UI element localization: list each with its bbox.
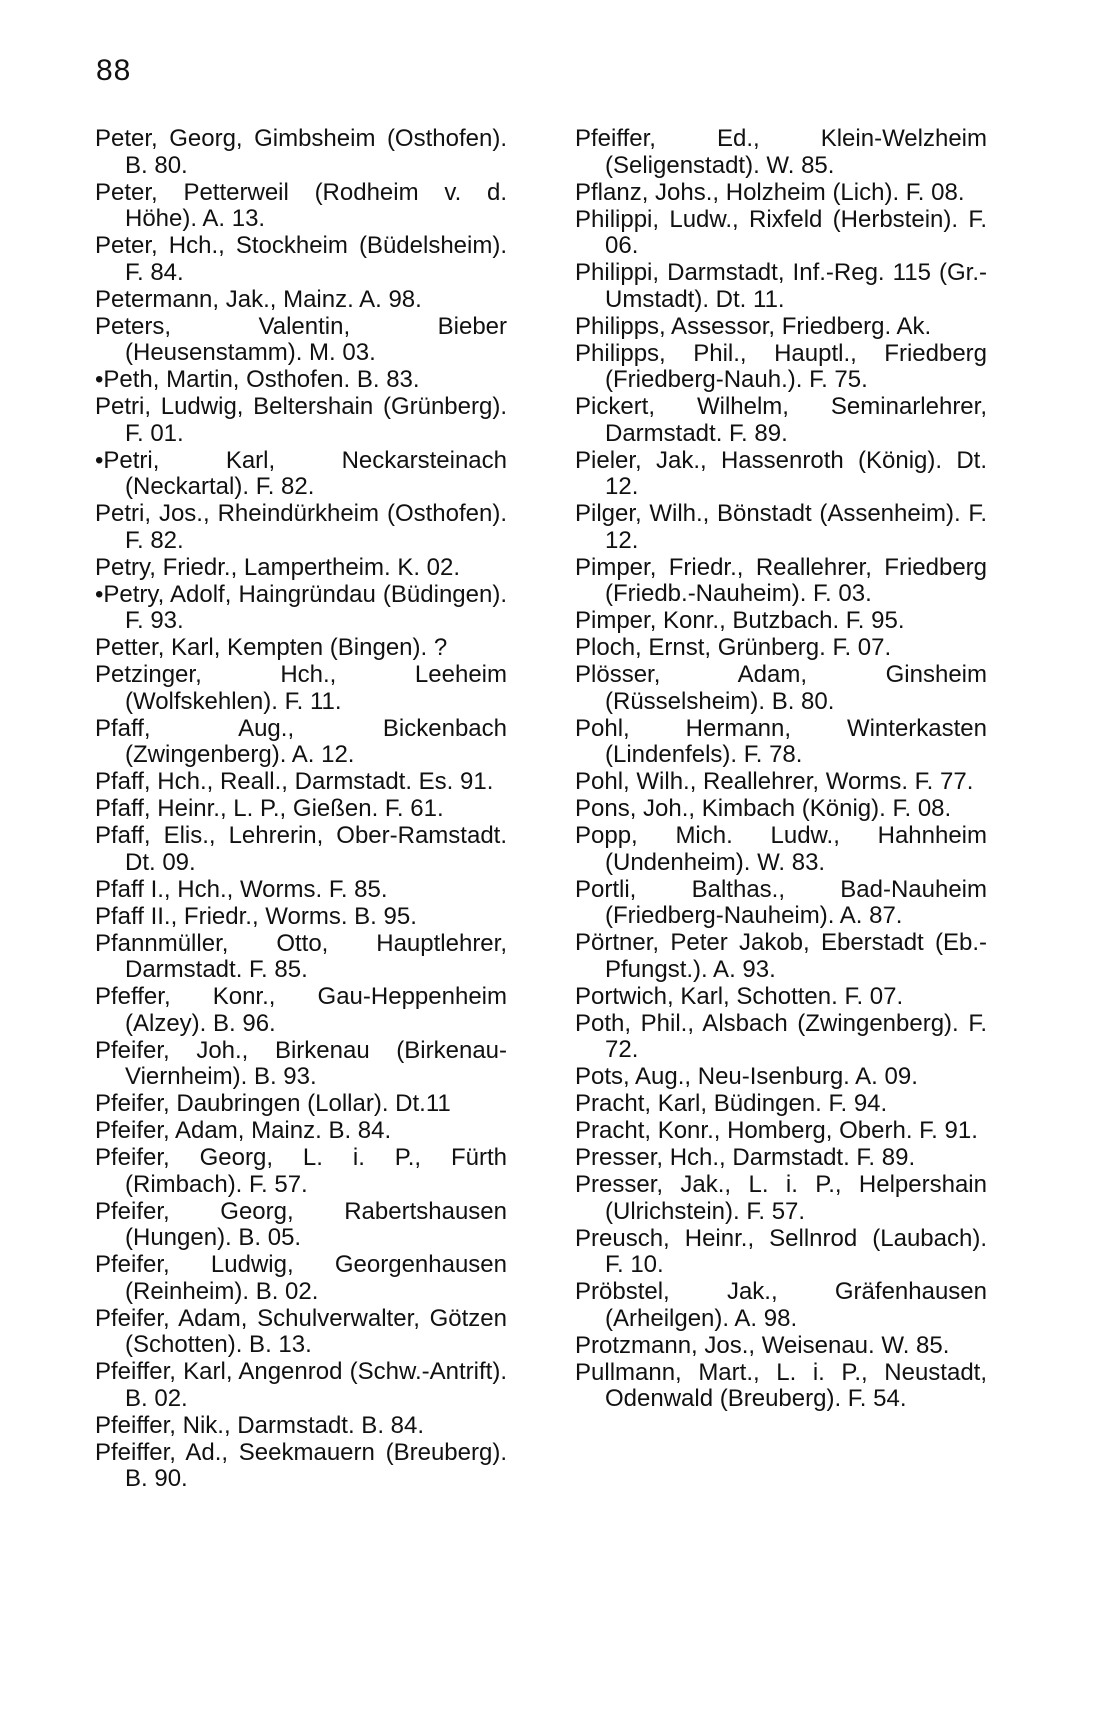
directory-entry: Pfeiffer, Ed., Klein-Welzheim (Seligenstadt). W. 85.	[575, 125, 987, 179]
directory-entry: Pimper, Konr., Butzbach. F. 95.	[575, 607, 905, 634]
directory-entry: Pfeiffer, Nik., Darmstadt. B. 84.	[95, 1411, 425, 1439]
right-column	[575, 126, 987, 1413]
directory-entry: Petry, Friedr., Lampertheim. K. 02.	[95, 553, 461, 581]
directory-entry: Peter, Hch., Stockheim (Büdelsheim). F. 84.	[95, 232, 507, 286]
directory-entry: Pohl, Hermann, Winterkasten (Lindenfels). F. 78.	[575, 714, 987, 768]
directory-entry: Pörtner, Peter Jakob, Eberstadt (Eb.-Pfungst.). A. 93.	[575, 929, 987, 983]
directory-entry: Pfeifer, Joh., Birkenau (Birkenau-Viernheim). B. 93.	[95, 1036, 507, 1090]
directory-entry: Petri, Ludwig, Beltershain (Grünberg). F. 01.	[95, 393, 507, 447]
directory-entry: Pfeifer, Adam, Mainz. B. 84.	[95, 1117, 392, 1144]
directory-entry: Pfeiffer, Ad., Seekmauern (Breuberg). B. 90.	[95, 1438, 507, 1492]
directory-entry: Pfannmüller, Otto, Hauptlehrer, Darmstadt. F. 85.	[95, 929, 507, 983]
directory-entry: Pullmann, Mart., L. i. P., Neustadt, Odenwald (Breuberg). F. 54.	[575, 1358, 987, 1412]
directory-entry: Portwich, Karl, Schotten. F. 07.	[575, 982, 904, 1010]
directory-entry: Poth, Phil., Alsbach (Zwingenberg). F. 72.	[575, 1009, 987, 1063]
directory-entry: Pickert, Wilhelm, Seminarlehrer, Darmstadt. F. 89.	[575, 393, 987, 447]
directory-entry: Petzinger, Hch., Leeheim (Wolfskehlen). F. 11.	[95, 661, 507, 715]
directory-entry: Pröbstel, Jak., Gräfenhausen (Arheilgen). A. 98.	[575, 1278, 987, 1332]
directory-entry: •Peth, Martin, Osthofen. B. 83.	[95, 366, 420, 393]
directory-entry: Pots, Aug., Neu-Isenburg. A. 09.	[575, 1063, 918, 1090]
directory-entry: Pfeifer, Ludwig, Georgenhausen (Reinheim). B. 02.	[95, 1251, 507, 1305]
directory-entry: Protzmann, Jos., Weisenau. W. 85.	[575, 1331, 950, 1359]
directory-entry: Pfeifer, Georg, Rabertshausen (Hungen). B. 05.	[95, 1197, 507, 1251]
left-column	[95, 126, 507, 1493]
directory-entry: Ploch, Ernst, Grünberg. F. 07.	[575, 634, 892, 661]
directory-entry: Pfaff I., Hch., Worms. F. 85.	[95, 875, 388, 903]
directory-entry: Pilger, Wilh., Bönstadt (Assenheim). F. 12.	[575, 500, 987, 554]
directory-entry: Pfeifer, Adam, Schulverwalter, Götzen (Schotten). B. 13.	[95, 1304, 507, 1358]
page-number: 88	[96, 54, 132, 87]
directory-entry: Pfeifer, Georg, L. i. P., Fürth (Rimbach). F. 57.	[95, 1144, 507, 1198]
directory-entry: Philippi, Ludw., Rixfeld (Herbstein). F. 06.	[575, 205, 987, 259]
directory-entry: Pfeiffer, Karl, Angenrod (Schw.-Antrift). B. 02.	[95, 1358, 507, 1412]
directory-entry: Portli, Balthas., Bad-Nauheim (Friedberg-Nauheim). A. 87.	[575, 875, 987, 929]
directory-entry: Pfaff II., Friedr., Worms. B. 95.	[95, 902, 417, 930]
directory-entry: Pfaff, Heinr., L. P., Gießen. F. 61.	[95, 795, 444, 822]
directory-entry: Petri, Jos., Rheindürkheim (Osthofen). F. 82.	[95, 500, 507, 554]
directory-entry: Peters, Valentin, Bieber (Heusenstamm). M. 03.	[95, 312, 507, 366]
directory-entry: Peter, Petterweil (Rodheim v. d. Höhe). A. 13.	[95, 178, 507, 232]
directory-entry: Petter, Karl, Kempten (Bingen). ?	[95, 634, 448, 661]
directory-entry: Philippi, Darmstadt, Inf.-Reg. 115 (Gr.-Umstadt). Dt. 11.	[575, 259, 987, 313]
directory-entry: Pons, Joh., Kimbach (König). F. 08.	[575, 795, 952, 822]
directory-entry: Preusch, Heinr., Sellnrod (Laubach). F. 10.	[575, 1224, 987, 1278]
directory-entry: Pfaff, Aug., Bickenbach (Zwingenberg). A. 12.	[95, 714, 507, 768]
directory-entry: Plösser, Adam, Ginsheim (Rüsselsheim). B. 80.	[575, 661, 987, 715]
directory-entry: Pflanz, Johs., Holzheim (Lich). F. 08.	[575, 178, 965, 206]
directory-entry: Presser, Jak., L. i. P., Helpershain (Ulrichstein). F. 57.	[575, 1171, 987, 1225]
directory-entry: Philipps, Assessor, Friedberg. Ak.	[575, 312, 932, 340]
directory-entry: Pohl, Wilh., Reallehrer, Worms. F. 77.	[575, 768, 974, 795]
directory-entry: Philipps, Phil., Hauptl., Friedberg (Friedberg-Nauh.). F. 75.	[575, 339, 987, 393]
directory-entry: Pieler, Jak., Hassenroth (König). Dt. 12.	[575, 446, 987, 500]
directory-entry: Presser, Hch., Darmstadt. F. 89.	[575, 1144, 916, 1171]
directory-entry: Petermann, Jak., Mainz. A. 98.	[95, 285, 422, 313]
directory-entry: Pfeffer, Konr., Gau-Heppenheim (Alzey). B. 96.	[95, 983, 507, 1037]
directory-entry: Pimper, Friedr., Reallehrer, Friedberg (Friedb.-Nauheim). F. 03.	[575, 553, 987, 607]
directory-entry: Pracht, Karl, Büdingen. F. 94.	[575, 1090, 888, 1117]
directory-entry: •Petri, Karl, Neckarsteinach (Neckartal). F. 82.	[95, 446, 507, 500]
directory-entry: Pfeifer, Daubringen (Lollar). Dt.11	[95, 1090, 451, 1117]
directory-entry: •Petry, Adolf, Haingründau (Büdingen). F. 93.	[95, 580, 507, 634]
directory-entry: Peter, Georg, Gimbsheim (Osthofen). B. 80.	[95, 125, 507, 179]
directory-entry: Popp, Mich. Ludw., Hahnheim (Undenheim). W. 83.	[575, 822, 987, 876]
directory-entry: Pfaff, Hch., Reall., Darmstadt. Es. 91.	[95, 768, 494, 795]
directory-entry: Pfaff, Elis., Lehrerin, Ober-Ramstadt. Dt. 09.	[95, 822, 507, 876]
directory-entry: Pracht, Konr., Homberg, Oberh. F. 91.	[575, 1117, 978, 1144]
